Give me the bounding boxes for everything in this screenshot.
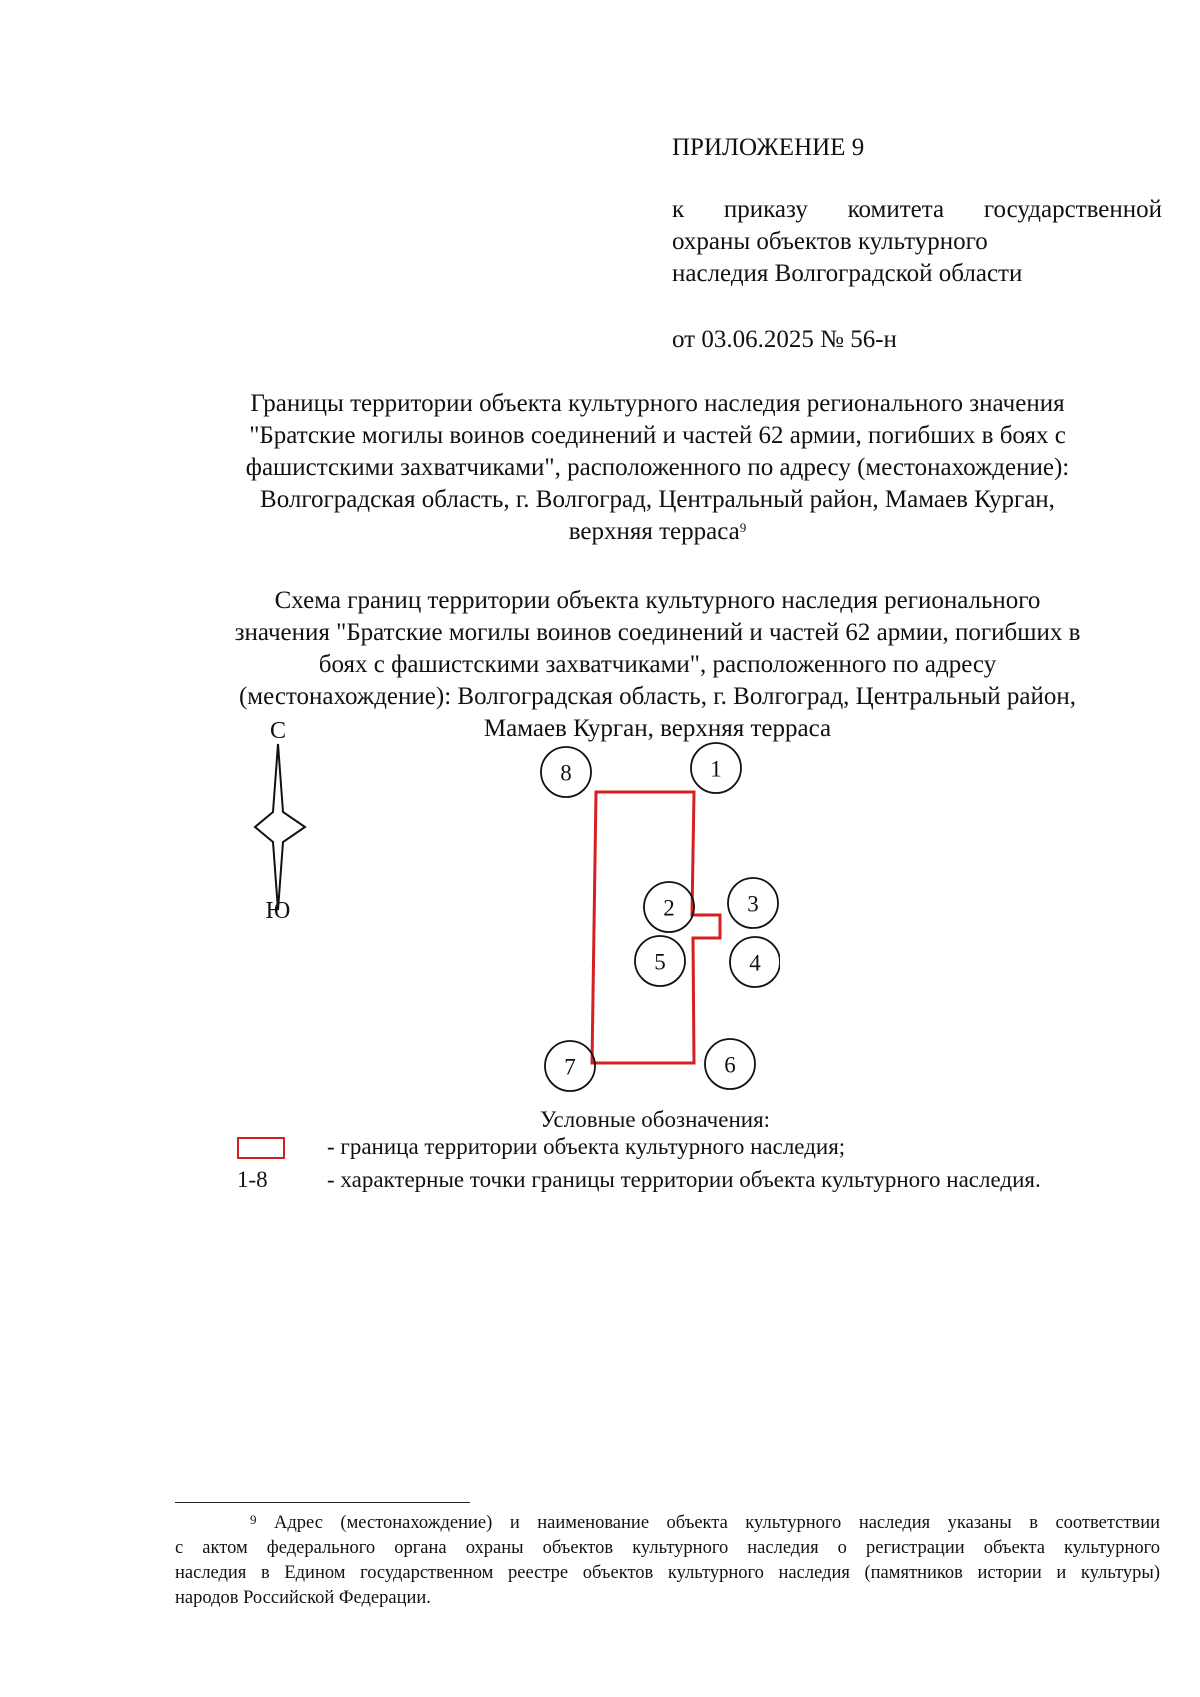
title-line: фашистскими захватчиками", расположенного по адресу (местонахождение):	[245, 454, 1070, 481]
appendix-line: охраны объектов культурного	[672, 228, 988, 255]
point-label-6: 6	[724, 1052, 736, 1078]
point-label-2: 2	[663, 895, 675, 921]
appendix-line: к приказу комитета государственной	[672, 196, 1162, 223]
scheme-title	[160, 585, 1155, 745]
footnote-divider	[175, 1502, 470, 1503]
footnote	[175, 1511, 1160, 1611]
scheme-title-line: боях с фашистскими захватчиками", расположенного по адресу	[318, 651, 997, 678]
point-label-1: 1	[710, 756, 722, 782]
footnote-reference: 9	[739, 520, 747, 535]
footnote-line: народов Российской Федерации.	[175, 1588, 431, 1608]
boundary-swatch-icon	[237, 1137, 285, 1159]
point-label-7: 7	[564, 1054, 576, 1080]
footnote-line	[175, 1511, 1160, 1536]
footnote-line: с актом федерального органа охраны объектов культурного наследия о регистрации объекта культурного	[175, 1538, 1160, 1558]
footnote-mark: 9	[250, 1512, 257, 1527]
legend-title: Условные обозначения:	[540, 1107, 771, 1132]
title-line: Границы территории объекта культурного наследия регионального значения	[250, 390, 1065, 417]
legend-item-boundary: - граница территории объекта культурного наследия;	[327, 1134, 846, 1159]
title-line: "Братские могилы воинов соединений и частей 62 армии, погибших в боях с	[249, 422, 1066, 449]
scheme-title-line: Мамаев Курган, верхняя терраса	[483, 715, 832, 742]
scheme-title-line: Схема границ территории объекта культурного наследия регионального	[274, 587, 1041, 614]
legend-symbol-points: 1-8	[237, 1167, 268, 1192]
compass-south-label: Ю	[265, 898, 291, 924]
scheme-title-line: (местонахождение): Волгоградская область, г. Волгоград, Центральный район,	[238, 683, 1077, 710]
point-label-8: 8	[560, 760, 572, 786]
footnote-text: Адрес (местонахождение) и наименование объекта культурного наследия указаны в соответствии	[274, 1513, 1160, 1533]
title-line: верхняя терраса	[568, 518, 740, 545]
point-label-3: 3	[747, 891, 759, 917]
appendix-title: ПРИЛОЖЕНИЕ 9	[672, 134, 865, 161]
point-label-5: 5	[654, 949, 666, 975]
title-line-last	[160, 516, 1155, 548]
point-label-4: 4	[749, 950, 761, 976]
north-arrow-icon	[250, 742, 310, 912]
compass-north-label: С	[269, 718, 286, 744]
order-date: от 03.06.2025 № 56-н	[672, 326, 897, 353]
title-line: Волгоградская область, г. Волгоград, Центральный район, Мамаев Курган,	[260, 486, 1055, 513]
document-title	[160, 388, 1155, 548]
appendix-line: наследия Волгоградской области	[672, 260, 1023, 287]
appendix-header	[672, 132, 1162, 356]
footnote-line: наследия в Едином государственном реестре объектов культурного наследия (памятников истории и культуры)	[175, 1563, 1160, 1583]
boundary-scheme	[530, 740, 780, 1100]
scheme-title-line: значения "Братские могилы воинов соединений и частей 62 армии, погибших в	[234, 619, 1081, 646]
legend-item-points: - характерные точки границы территории объекта культурного наследия.	[327, 1167, 1041, 1192]
